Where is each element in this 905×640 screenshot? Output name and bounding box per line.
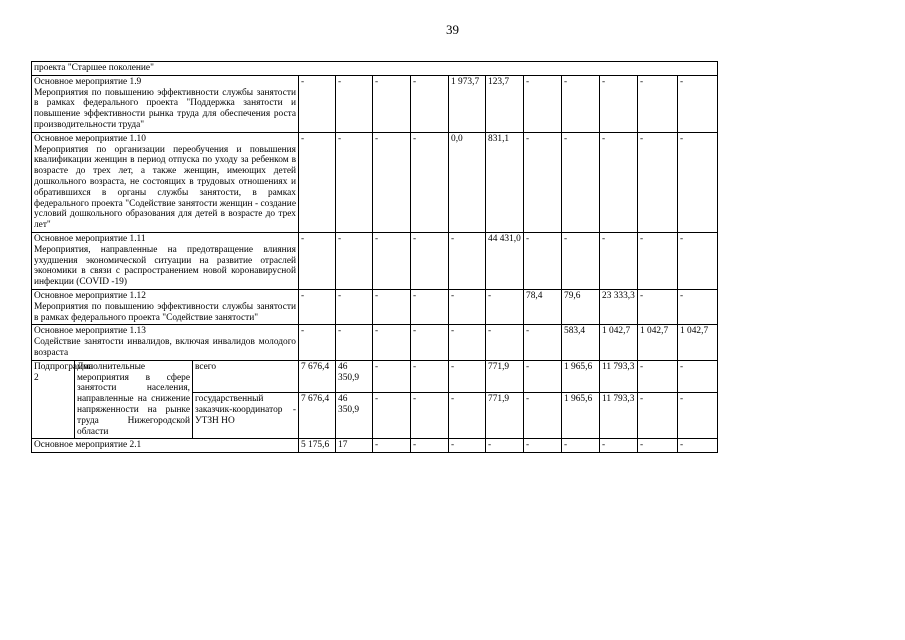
value-cell: - [562, 232, 600, 289]
value-cell: - [638, 439, 678, 453]
event-title: Основное мероприятие 2.1 [32, 439, 299, 453]
value-cell: 11 793,3 [600, 392, 638, 438]
value-cell: 1 042,7 [678, 325, 718, 360]
event-description [32, 325, 299, 360]
value-cell: - [449, 439, 486, 453]
value-cell: - [373, 439, 411, 453]
value-cell: 46 350,9 [336, 392, 373, 438]
value-cell: - [449, 232, 486, 289]
value-cell: - [638, 360, 678, 392]
table-row [32, 360, 718, 392]
value-cell: - [638, 132, 678, 232]
event-description [32, 289, 299, 324]
value-cell: - [336, 325, 373, 360]
value-cell: 23 333,3 [600, 289, 638, 324]
table-row [32, 439, 718, 453]
event-description [32, 75, 299, 132]
value-cell: 123,7 [486, 75, 524, 132]
event-description [32, 232, 299, 289]
value-cell: 583,4 [562, 325, 600, 360]
value-cell: - [411, 75, 449, 132]
value-cell: - [678, 289, 718, 324]
value-cell: 0,0 [449, 132, 486, 232]
value-cell: - [449, 392, 486, 438]
value-cell: - [299, 132, 336, 232]
value-cell: - [486, 289, 524, 324]
value-cell: - [486, 439, 524, 453]
value-cell: - [449, 360, 486, 392]
value-cell: - [524, 439, 562, 453]
value-cell: - [411, 392, 449, 438]
value-cell: - [600, 75, 638, 132]
value-cell: - [449, 289, 486, 324]
value-cell: - [524, 360, 562, 392]
value-cell: - [678, 75, 718, 132]
table-row [32, 132, 718, 232]
value-cell: - [524, 232, 562, 289]
event-title: Основное мероприятие 1.12 [34, 290, 146, 301]
value-cell: - [524, 132, 562, 232]
event-text: Содействие занятости инвалидов, включая инвалидов молодого возраста [34, 337, 296, 358]
event-title: Основное мероприятие 1.13 [34, 326, 146, 337]
value-cell: - [411, 132, 449, 232]
value-cell: - [411, 439, 449, 453]
value-cell: 79,6 [562, 289, 600, 324]
value-cell: 7 676,4 [299, 392, 336, 438]
value-cell: - [373, 289, 411, 324]
value-cell: - [638, 392, 678, 438]
table-row [32, 289, 718, 324]
value-cell: - [562, 132, 600, 232]
value-cell: - [638, 232, 678, 289]
value-cell: - [411, 289, 449, 324]
value-cell: 17 [336, 439, 373, 453]
table-row [32, 62, 718, 76]
event-text: Мероприятия по повышению эффективности службы занятости в рамках федерального проекта "Содействие занятости" [34, 301, 296, 323]
value-cell: - [638, 289, 678, 324]
value-cell: - [449, 325, 486, 360]
value-cell: 5 175,6 [299, 439, 336, 453]
event-text: Мероприятия, направленные на предотвращение влияния ухудшения экономической ситуации на развитие отраслей экономики в связи с распространением новой коронавирусной инфекции (COVID -19) [34, 244, 296, 288]
table-cell: проекта "Старшее поколение" [32, 62, 718, 76]
value-cell: - [336, 232, 373, 289]
table-row [32, 325, 718, 360]
value-cell: - [299, 232, 336, 289]
value-cell: 78,4 [524, 289, 562, 324]
value-cell: - [336, 75, 373, 132]
value-cell: - [299, 325, 336, 360]
value-cell: - [678, 392, 718, 438]
value-cell: - [600, 439, 638, 453]
value-cell: - [562, 439, 600, 453]
value-cell: 771,9 [486, 392, 524, 438]
value-cell: - [486, 325, 524, 360]
value-cell: 1 973,7 [449, 75, 486, 132]
value-cell: 46 350,9 [336, 360, 373, 392]
value-cell: - [638, 75, 678, 132]
value-cell: 11 793,3 [600, 360, 638, 392]
funding-source: всего [193, 360, 299, 392]
value-cell: - [373, 132, 411, 232]
table-row [32, 232, 718, 289]
value-cell: 7 676,4 [299, 360, 336, 392]
value-cell: 771,9 [486, 360, 524, 392]
value-cell: - [373, 392, 411, 438]
value-cell: - [299, 75, 336, 132]
event-title: Основное мероприятие 1.9 [34, 76, 142, 87]
value-cell: - [336, 132, 373, 232]
value-cell: - [678, 360, 718, 392]
value-cell: - [411, 360, 449, 392]
value-cell: - [524, 325, 562, 360]
value-cell: - [373, 325, 411, 360]
value-cell: - [373, 360, 411, 392]
subprogram-name: Дополнительные мероприятия в сфере занятости населения, направленные на снижение напряженности на рынке труда Нижегородской области [75, 360, 193, 439]
value-cell: - [373, 75, 411, 132]
value-cell: - [373, 232, 411, 289]
value-cell: 1 042,7 [600, 325, 638, 360]
value-cell: 1 965,6 [562, 360, 600, 392]
value-cell: - [678, 132, 718, 232]
funding-source: государственный заказчик-координатор - УТЗН НО [193, 392, 299, 438]
value-cell: - [600, 232, 638, 289]
subprogram-label: Подпрограмма 2 [32, 360, 75, 439]
value-cell: - [678, 439, 718, 453]
value-cell: 1 965,6 [562, 392, 600, 438]
value-cell: 1 042,7 [638, 325, 678, 360]
table-row [32, 75, 718, 132]
value-cell: - [411, 232, 449, 289]
value-cell: 44 431,0 [486, 232, 524, 289]
event-description [32, 132, 299, 232]
value-cell: - [678, 232, 718, 289]
value-cell: - [524, 75, 562, 132]
value-cell: - [562, 75, 600, 132]
value-cell: - [299, 289, 336, 324]
value-cell: - [524, 392, 562, 438]
budget-table [31, 61, 718, 453]
value-cell: - [600, 132, 638, 232]
value-cell: - [411, 325, 449, 360]
event-text: Мероприятия по организации переобучения и повышения квалификации женщин в период отпуска по уходу за ребенком в возрасте до трех лет, а также женщин, имеющих детей дошкольного возраста, не состоящих в трудовых отношениях и обратившихся в органы службы занятости, в рамках федерального проекта "Содействие занятости женщин - создание условий дошкольного образования для детей в возрасте до трех лет" [34, 144, 296, 231]
value-cell: - [336, 289, 373, 324]
event-text: Мероприятия по повышению эффективности службы занятости в рамках федерального проекта "Поддержка занятости и повышение эффективности рынка труда для обеспечения роста производительности труда" [34, 87, 296, 130]
event-title: Основное мероприятие 1.11 [34, 233, 146, 244]
value-cell: 831,1 [486, 132, 524, 232]
event-title: Основное мероприятие 1.10 [34, 133, 146, 144]
page-number: 39 [446, 22, 459, 37]
